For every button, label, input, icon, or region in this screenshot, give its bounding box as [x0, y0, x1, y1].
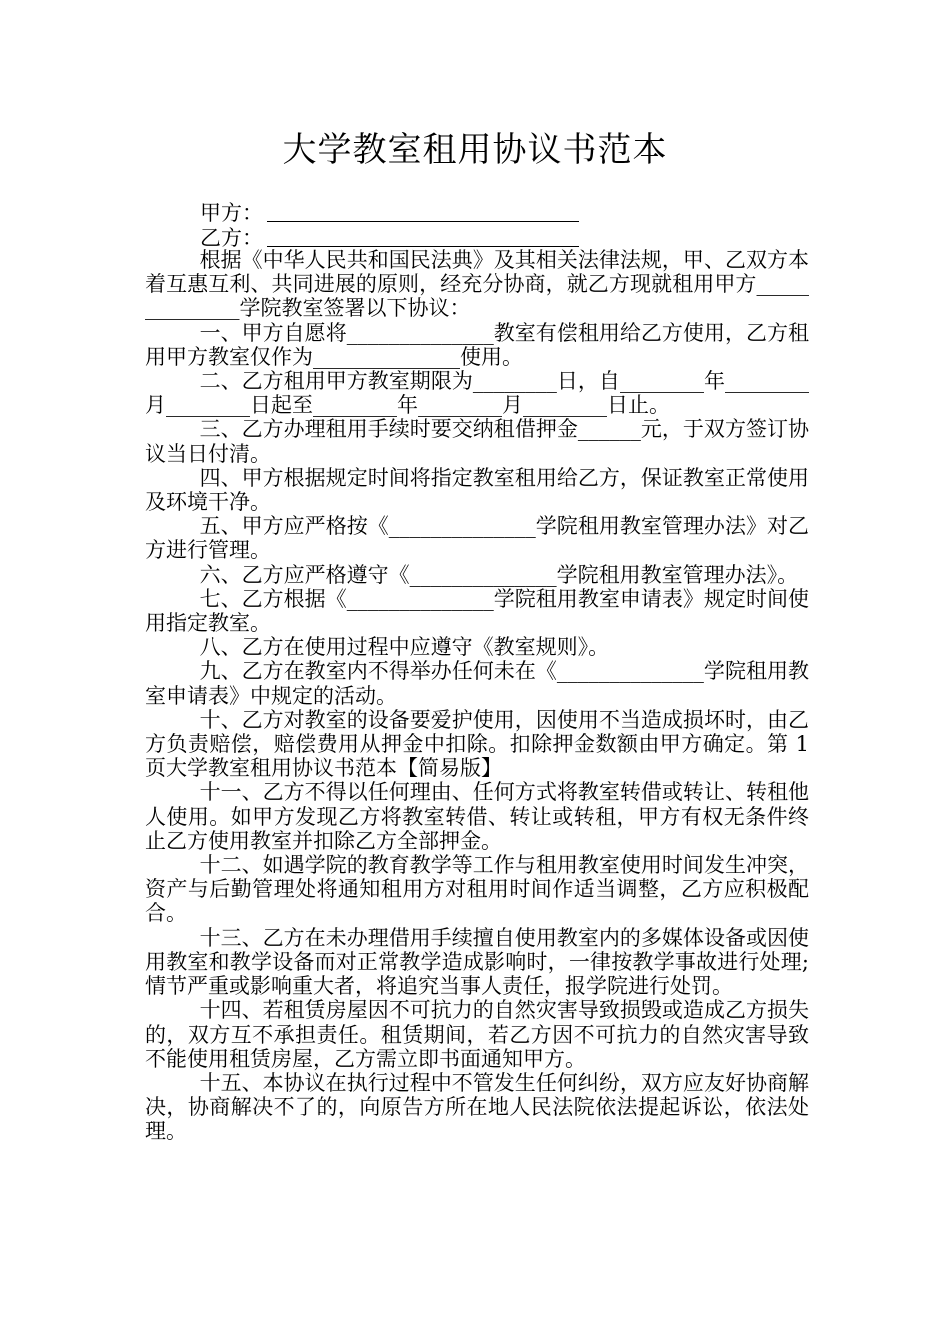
clause-7: 七、乙方根据《______________学院租用教室申请表》规定时间使用指定教室。: [145, 586, 809, 636]
clause-1: 一、甲方自愿将______________教室有偿租用给乙方使用，乙方租用甲方教室仅作为______________使用。: [145, 320, 809, 369]
clause-12: 十二、如遇学院的教育教学等工作与租用教室使用时间发生冲突，资产与后勤管理处将通知租用方对租用时间作适当调整，乙方应积极配合。: [145, 853, 809, 926]
clause-13: 十三、乙方在未办理借用手续擅自使用教室内的多媒体设备或因使用教室和教学设备而对正常教学造成影响时，一律按教学事故进行处理;情节严重或影响重大者，将追究当事人责任，报学院进行处罚。: [145, 925, 809, 999]
clause-3: 三、乙方办理租用手续时要交纳租借押金______元，于双方签订协议当日付清。: [145, 417, 809, 466]
agreement-body: [145, 248, 816, 1144]
clause-14: 十四、若租赁房屋因不可抗力的自然灾害导致损毁或造成乙方损失的，双方互不承担责任。租赁期间，若乙方因不可抗力的自然灾害导致不能使用租赁房屋，乙方需立即书面通知甲方。: [145, 998, 809, 1071]
clause-5: 五、甲方应严格按《______________学院租用教室管理办法》对乙方进行管理。: [145, 514, 809, 563]
party-a-label: 甲方：: [200, 201, 263, 225]
clause-15: 十五、本协议在执行过程中不管发生任何纠纷，双方应友好协商解决，协商解决不了的，向原告方所在地人民法院依法提起诉讼，依法处理。: [145, 1070, 809, 1144]
document-title: 大学教室租用协议书范本: [282, 130, 668, 170]
party-a-row: [200, 200, 579, 226]
party-a-blank-line: [267, 201, 579, 222]
party-b-blank-line: [267, 226, 579, 247]
clause-6: 六、乙方应严格遵守《______________学院租用教室管理办法》。: [199, 562, 799, 587]
clause-9: 九、乙方在教室内不得举办任何未在《______________学院租用教室申请表》中规定的活动。: [145, 659, 809, 708]
clause-8: 八、乙方在使用过程中应遵守《教室规则》。: [199, 635, 610, 660]
clause-10: 十、乙方对教室的设备要爱护使用，因使用不当造成损坏时，由乙方负责赔偿，赔偿费用从押金中扣除。扣除押金数额由甲方确定。第 1 页大学教室租用协议书范本【简易版】: [145, 707, 816, 781]
clause-4: 四、甲方根据规定时间将指定教室租用给乙方，保证教室正常使用及环境干净。: [145, 465, 809, 515]
clause-11: 十一、乙方不得以任何理由、任何方式将教室转借或转让、转租他人使用。如甲方发现乙方将教室转借、转让或转租，甲方有权无条件终止乙方使用教室并扣除乙方全部押金。: [145, 780, 809, 853]
preamble-paragraph: 根据《中华人民共和国民法典》及其相关法律法规，甲、乙双方本着互惠互利、共同进展的原则，经充分协商，就乙方现就租用甲方______________学院教室签署以下协议：: [145, 248, 809, 321]
clause-2: 二、乙方租用甲方教室期限为________日，自________年________月________日起至________年________月________日止。: [145, 369, 809, 418]
party-b-label: 乙方：: [200, 226, 263, 250]
